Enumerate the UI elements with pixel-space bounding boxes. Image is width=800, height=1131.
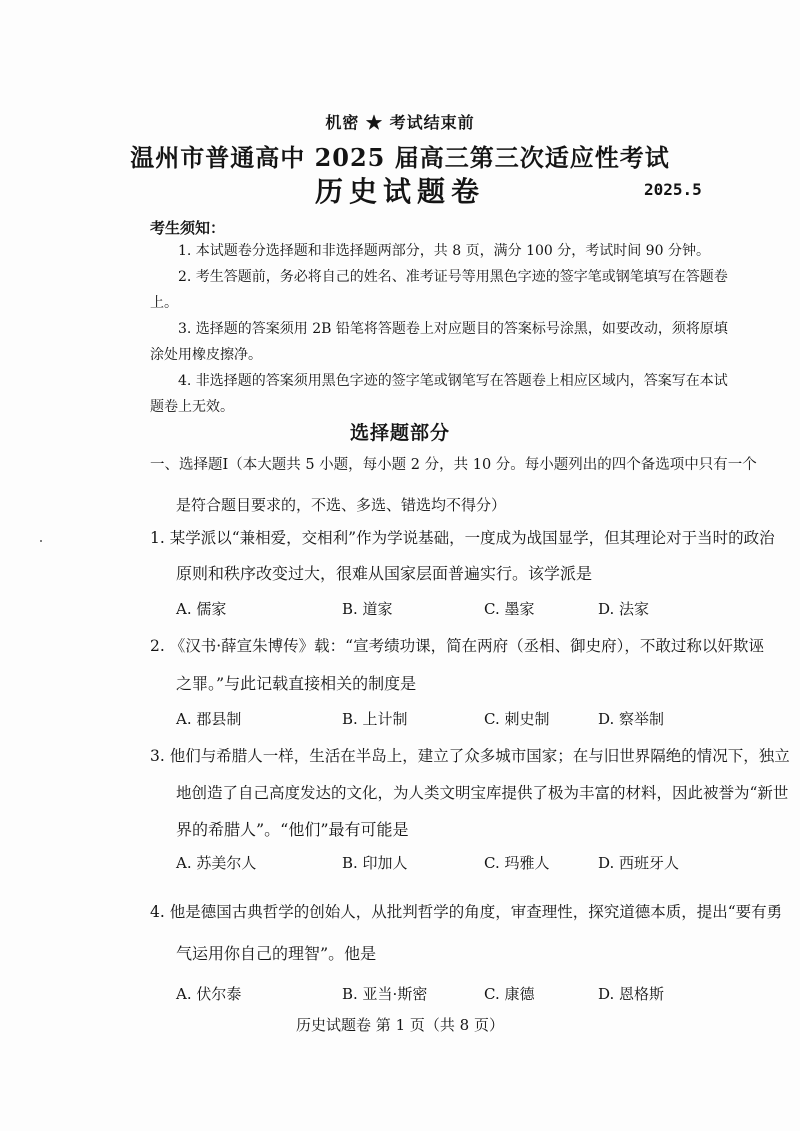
question-3-option-d: D. 西班牙人 [598,854,680,872]
question-3-option-b: B. 印加人 [342,854,408,872]
question-4-line-1: 4. 他是德国古典哲学的创始人，从批判哲学的角度，审查理性，探究道德本质，提出“要有勇 [150,903,783,921]
question-3-line-2: 地创造了自己高度发达的文化，为人类文明宝库提供了极为丰富的材料，因此被誉为“新世 [176,784,789,802]
question-2-line-2: 之罪。”与此记载直接相关的制度是 [176,674,417,693]
confidential-label: 机密 ★ 考试结束前 [325,113,475,132]
question-4-option-a: A. 伏尔泰 [176,985,242,1003]
question-1-line-2: 原则和秩序改变过大，很难从国家层面普遍实行。该学派是 [176,564,593,583]
notice-item-1: 1. 本试题卷分选择题和非选择题两部分，共 8 页，满分 100 分，考试时间 90 分钟。 [178,243,710,259]
question-4-line-2: 气运用你自己的理智”。他是 [176,944,377,963]
question-1-option-c: C. 墨家 [484,600,535,618]
notice-item-2-line-1: 2. 考生答题前，务必将自己的姓名、准考证号等用黑色字迹的签字笔或钢笔填写在答题卷 [178,269,728,285]
question-2-line-1: 2. 《汉书·薛宣朱博传》载：“宣考绩功课，简在两府（丞相、御史府），不敢过称以奸欺诬 [150,637,764,655]
question-1-option-d: D. 法家 [598,600,650,618]
page-footer: 历史试题卷 第 1 页（共 8 页） [296,1016,504,1034]
exam-title: 温州市普通高中 2025 届高三第三次适应性考试 [130,143,670,172]
question-4-option-c: C. 康德 [484,985,535,1003]
question-3-line-3: 界的希腊人”。“他们”最有可能是 [176,820,409,839]
notice-item-4-line-1: 4. 非选择题的答案须用黑色字迹的签字笔或钢笔写在答题卷上相应区域内，答案写在本试 [178,373,728,389]
question-2-option-c: C. 刺史制 [484,710,550,728]
subject-title: 历史试题卷 [314,175,485,208]
question-2-option-a: A. 郡县制 [176,710,242,728]
question-3-option-a: A. 苏美尔人 [176,854,257,872]
question-2-option-b: B. 上计制 [342,710,408,728]
question-1-line-1: 1. 某学派以“兼相爱，交相利”作为学说基础，一度成为战国显学，但其理论对于当时的政治 [150,529,775,547]
question-4-option-b: B. 亚当·斯密 [342,985,428,1003]
question-3-line-1: 3. 他们与希腊人一样，生活在半岛上，建立了众多城市国家；在与旧世界隔绝的情况下，独立 [150,747,790,765]
section-heading: 选择题部分 [349,422,450,444]
question-2-option-d: D. 察举制 [598,710,665,728]
question-4-option-d: D. 恩格斯 [598,985,665,1003]
exam-date: 2025.5 [644,180,702,199]
notice-heading: 考生须知： [150,219,226,237]
part1-instructions-line-1: 一、选择题Ⅰ（本大题共 5 小题，每小题 2 分，共 10 分。每小题列出的四个备选项中只有一个 [150,457,757,473]
question-3-option-c: C. 玛雅人 [484,854,550,872]
question-1-option-b: B. 道家 [342,600,393,618]
notice-item-2-line-2: 上。 [150,295,178,311]
question-1-option-a: A. 儒家 [176,600,227,618]
notice-item-3-line-1: 3. 选择题的答案须用 2B 铅笔将答题卷上对应题目的答案标号涂黑，如要改动，须将原填 [178,321,728,337]
notice-item-3-line-2: 涂处用橡皮擦净。 [150,347,262,363]
part1-instructions-line-2: 是符合题目要求的，不选、多选、错选均不得分） [176,496,507,514]
notice-item-4-line-2: 题卷上无效。 [150,399,234,415]
scan-speck [40,540,42,542]
